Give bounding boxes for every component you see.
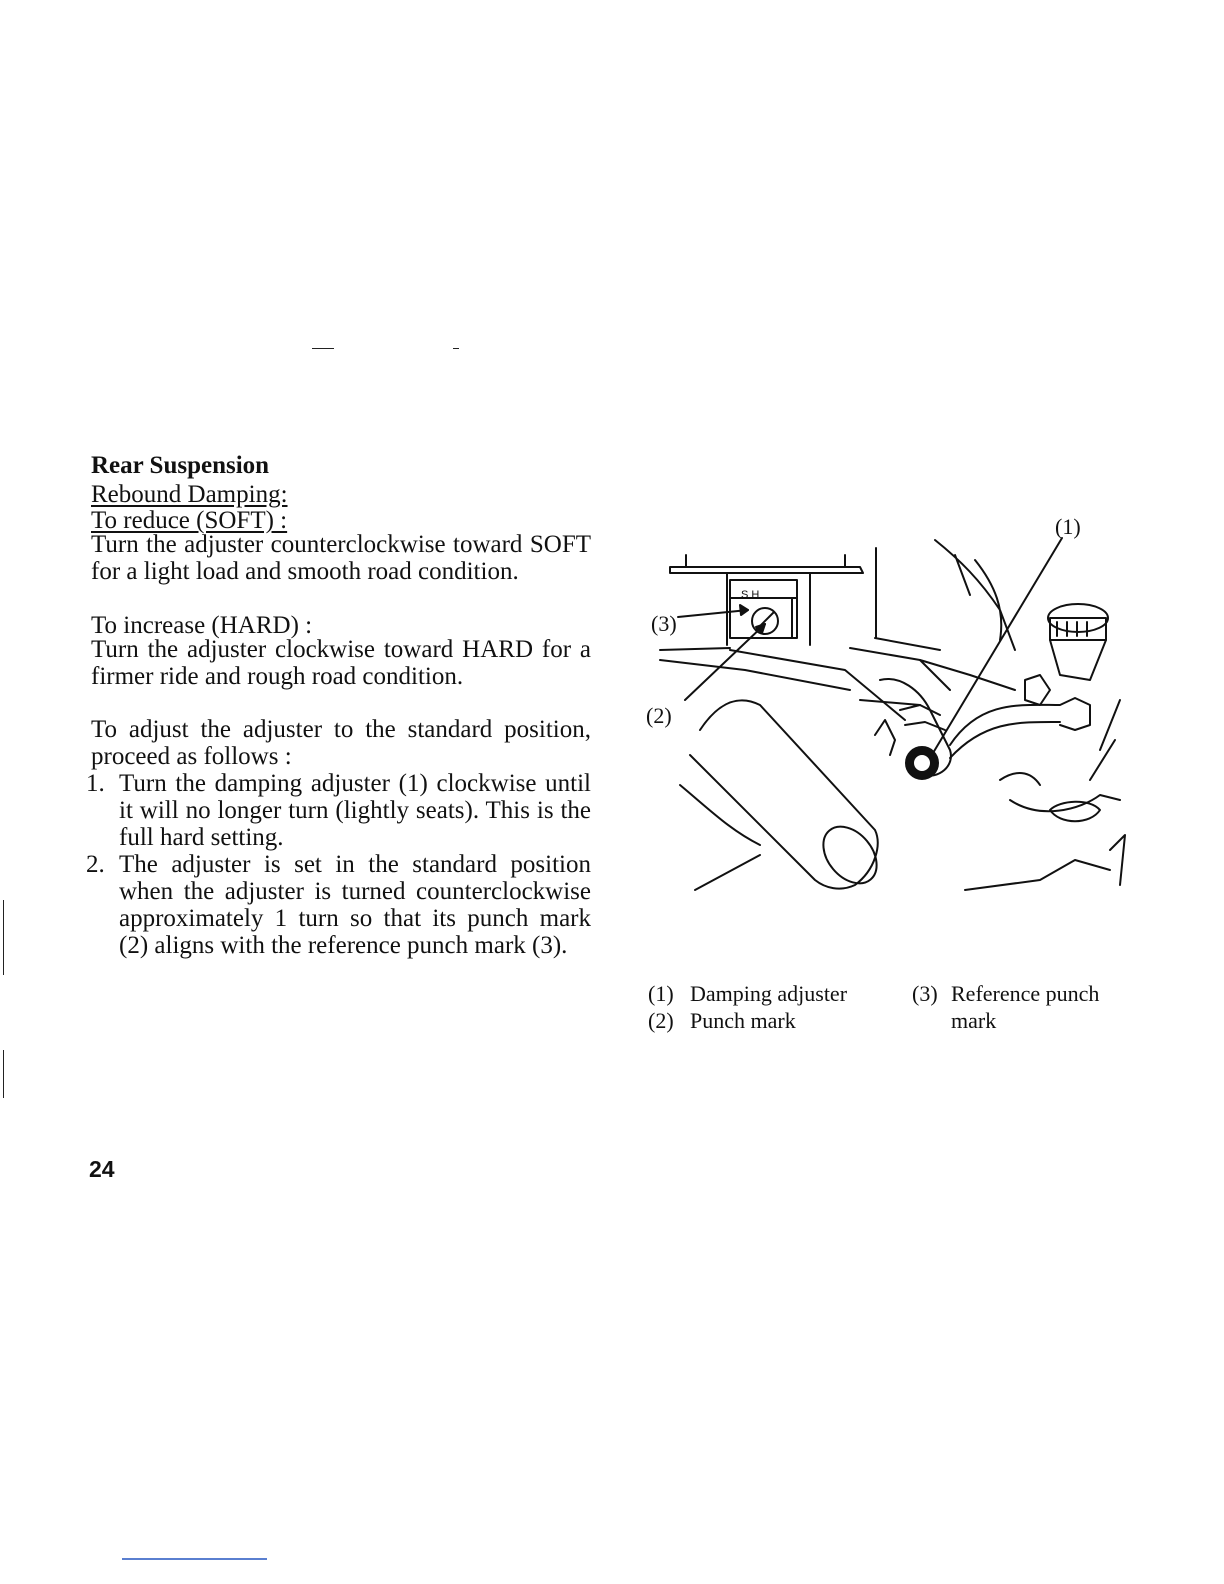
- step-number: 1.: [86, 770, 105, 797]
- callout-2: (2): [646, 703, 672, 728]
- left-margin-line: [3, 1050, 4, 1098]
- dial-label: S H: [741, 589, 760, 601]
- hard-instruction: Turn the adjuster clockwise toward HARD for a firmer ride and rough road condition.: [91, 636, 591, 690]
- hard-heading: To increase (HARD) :: [91, 612, 313, 639]
- caption-number: (1): [648, 981, 674, 1006]
- caption-label-continued: mark: [951, 1008, 997, 1033]
- step-number: 2.: [86, 851, 105, 878]
- soft-heading: To reduce (SOFT) :: [91, 507, 288, 534]
- callout-3: (3): [651, 611, 677, 636]
- section-title: Rear Suspension: [91, 452, 270, 479]
- caption-item: [648, 980, 847, 1007]
- scan-mark: [312, 348, 334, 349]
- procedure-step: [86, 770, 591, 851]
- rear-shock-illustration: [620, 500, 1130, 900]
- step-text: The adjuster is set in the standard position when the adjuster is turned counterclockwise approximately 1 turn so that its punch mark (2) aligns with the reference punch mark (3).: [119, 851, 591, 959]
- procedure-intro: To adjust the adjuster to the standard position, proceed as follows :: [91, 716, 591, 770]
- soft-instruction: Turn the adjuster counterclockwise toward SOFT for a light load and smooth road condition.: [91, 531, 591, 585]
- left-margin-line: [3, 900, 4, 975]
- caption-label: Reference punch: [951, 981, 1100, 1006]
- caption-item: [912, 980, 1099, 1007]
- caption-number: (3): [912, 981, 938, 1006]
- bottom-rule: [122, 1558, 267, 1560]
- caption-label: Punch mark: [690, 1008, 796, 1033]
- caption-item: [648, 1007, 796, 1034]
- callout-1: (1): [1055, 514, 1081, 539]
- step-text: Turn the damping adjuster (1) clockwise until it will no longer turn (lightly seats). This is the full hard setting.: [119, 770, 591, 851]
- caption-number: (2): [648, 1008, 674, 1033]
- caption-label: Damping adjuster: [690, 981, 848, 1006]
- subsection-heading: Rebound Damping:: [91, 481, 288, 508]
- procedure-step: [86, 851, 591, 959]
- scan-mark: [453, 348, 459, 349]
- page-number: 24: [89, 1156, 115, 1182]
